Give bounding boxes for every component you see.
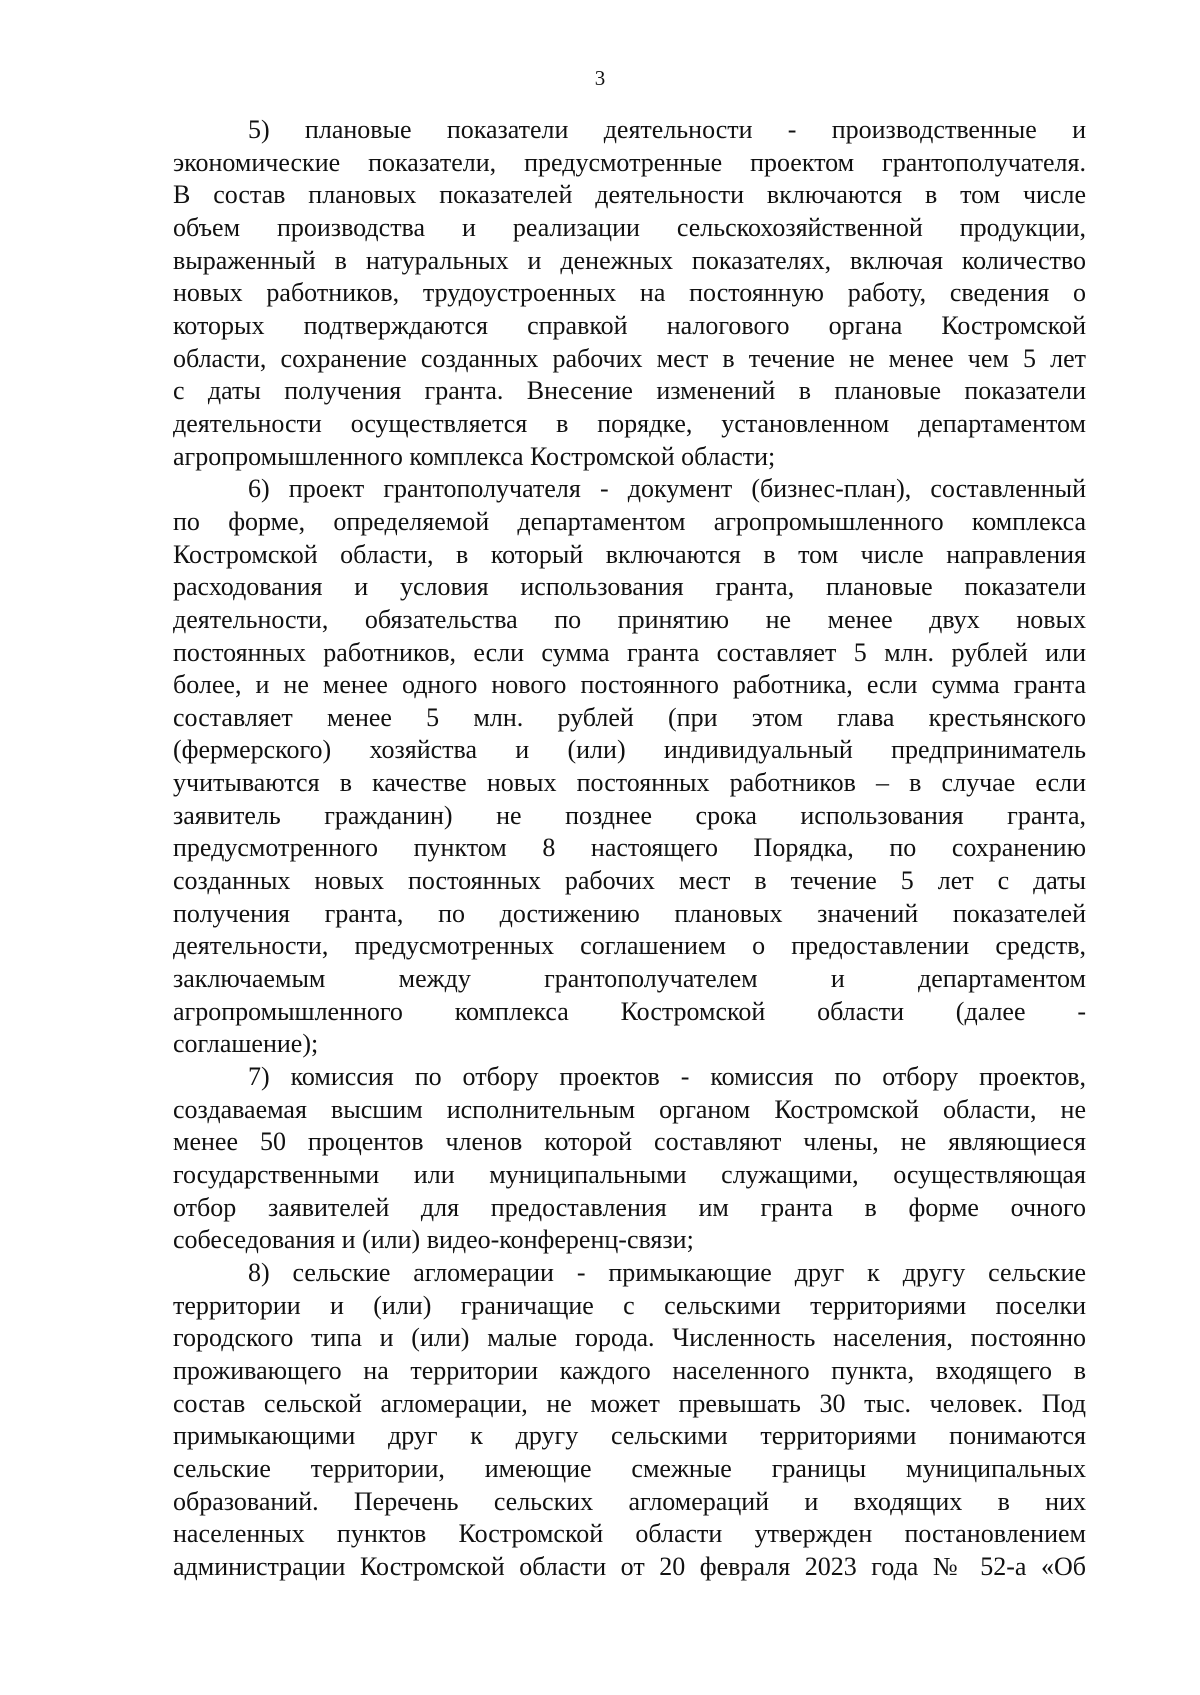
text-line: с даты получения гранта. Внесение изменений в плановые показатели [173,376,1086,406]
paragraph [173,473,1086,1061]
text-line: городского типа и (или) малые города. Численность населения, постоянно [173,1323,1086,1353]
text-line: территории и (или) граничащие с сельскими территориями поселки [173,1290,1086,1320]
body-text [173,114,1086,1584]
paragraph [173,1257,1086,1584]
text-line: администрации Костромской области от 20 февраля 2023 года № 52-а «Об [173,1551,1086,1581]
text-line: сельские территории, имеющие смежные границы муниципальных [173,1453,1086,1483]
text-line: заключаемым между грантополучателем и департаментом [173,964,1086,994]
text-line: экономические показатели, предусмотренные проектом грантополучателя. [173,147,1086,177]
text-line: по форме, определяемой департаментом агропромышленного комплекса [173,506,1086,536]
text-line: деятельности, обязательства по принятию не менее двух новых [173,604,1086,634]
text-line: агропромышленного комплекса Костромской области (далее - [173,996,1086,1026]
text-line: более, и не менее одного нового постоянного работника, если сумма гранта [173,670,1086,700]
text-line: создаваемая высшим исполнительным органом Костромской области, не [173,1094,1086,1124]
text-line: предусмотренного пунктом 8 настоящего Порядка, по сохранению [173,833,1086,863]
text-line: 7) комиссия по отбору проектов - комиссия по отбору проектов, [248,1062,1086,1092]
text-line: проживающего на территории каждого населенного пункта, входящего в [173,1355,1086,1385]
text-line: состав сельской агломерации, не может превышать 30 тыс. человек. Под [173,1388,1086,1418]
text-line: государственными или муниципальными служащими, осуществляющая [173,1160,1086,1189]
text-line: агропромышленного комплекса Костромской области; [173,441,776,471]
text-line: населенных пунктов Костромской области утвержден постановлением [173,1519,1086,1549]
text-line: В состав плановых показателей деятельности включаются в том числе [173,180,1086,210]
text-line: заявитель гражданин) не позднее срока использования гранта, [173,800,1086,830]
text-line: примыкающими друг к другу сельскими территориями понимаются [173,1421,1086,1451]
text-line: составляет менее 5 млн. рублей (при этом глава крестьянского [173,702,1086,732]
text-line: постоянных работников, если сумма гранта составляет 5 млн. рублей или [173,637,1086,667]
text-line: менее 50 процентов членов которой составляют члены, не являющиеся [173,1127,1086,1157]
text-line: 6) проект грантополучателя - документ (бизнес-план), составленный [248,474,1086,504]
text-line: учитываются в качестве новых постоянных работников – в случае если [173,768,1086,798]
text-line: собеседования и (или) видео-конференц-связи; [173,1225,694,1255]
text-line: Костромской области, в который включаются в том числе направления [173,539,1086,569]
text-line: созданных новых постоянных рабочих мест в течение 5 лет с даты [173,866,1086,896]
text-line: области, сохранение созданных рабочих мест в течение не менее чем 5 лет [173,343,1086,373]
text-line: деятельности осуществляется в порядке, установленном департаментом [173,408,1086,438]
text-line: 8) сельские агломерации - примыкающие друг к другу сельские [248,1257,1086,1287]
text-line: 5) плановые показатели деятельности - производственные и [248,115,1086,144]
text-line: выраженный в натуральных и денежных показателях, включая количество [173,245,1086,275]
text-line: деятельности, предусмотренных соглашением о предоставлении средств, [173,931,1086,961]
text-line: (фермерского) хозяйства и (или) индивидуальный предприниматель [173,735,1086,765]
page-number: 3 [594,66,606,90]
text-line: соглашение); [173,1029,319,1059]
text-line: отбор заявителей для предоставления им гранта в форме очного [173,1192,1086,1222]
text-line: новых работников, трудоустроенных на постоянную работу, сведения о [173,278,1086,308]
text-line: получения гранта, по достижению плановых значений показателей [173,898,1086,928]
paragraph [173,114,1086,473]
text-line: расходования и условия использования гранта, плановые показатели [173,572,1086,602]
text-line: которых подтверждаются справкой налогового органа Костромской [173,310,1086,340]
text-line: образований. Перечень сельских агломераций и входящих в них [173,1486,1086,1516]
paragraph [173,1061,1086,1257]
text-line: объем производства и реализации сельскохозяйственной продукции, [173,212,1086,242]
